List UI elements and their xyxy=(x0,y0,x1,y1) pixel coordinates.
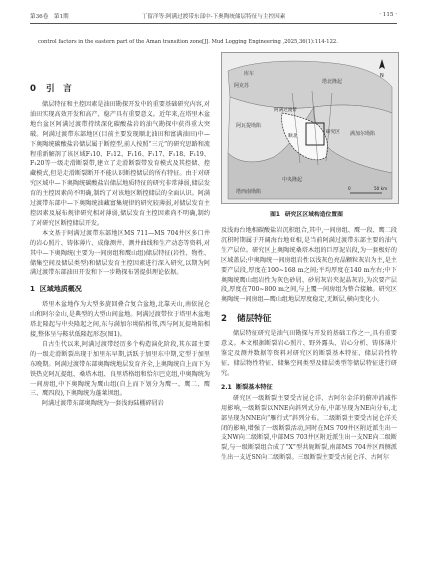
map-label-awati: 阿瓦提坳陷 xyxy=(236,123,262,129)
section-2-number: 2 xyxy=(221,314,227,325)
section-1-paragraph-2: 自古生代以来,阿满过渡带经历多个构造演化阶段,其东部主要的一级走滑断裂出现于加里东早期,活跃于加里东中期,定型于加里东晚期。阿满过渡带东部奥陶统地层发育齐全,上奥陶统自上而下为铁热克阿瓦提组、桑塔木组、良里塔格组和恰尔巴克组,中奥陶统为一间房组,中下奥陶统为鹰山组(自上而下划分为鹰一、鹰二、鹰三、鹰四段),下奥陶统为蓬莱坝组。 xyxy=(30,340,210,398)
section-0-heading xyxy=(30,82,210,94)
figure-1-caption-text: 研究区区域构造位置图 xyxy=(284,212,343,218)
map-label-tabei: 塔北隆起 xyxy=(322,79,343,85)
section-2-title: 储层特征 xyxy=(236,314,272,325)
section-0-paragraph-2: 本文基于阿满过渡带东部地区MS 711—MS 704井区多口井的岩心照片、铸体薄片、成像测井、测井曲线和生产动态等资料,对其中—下奥陶统(主要为一间房组和鹰山组)储层特征(岩性、物性、储集空间及储层类型)和储层发育主控因素进行深入研究,以期为阿满过渡带东部油田开发和下一步勘探布署提供理论依据。 xyxy=(30,229,210,277)
section-2-1-number: 2.1 xyxy=(221,383,232,391)
section-1-title: 区域地质概况 xyxy=(39,285,82,294)
scale-label-start: 0 xyxy=(348,186,351,191)
section-1-heading xyxy=(30,284,210,294)
left-column xyxy=(30,82,210,409)
figure-1-caption xyxy=(221,209,397,218)
page-number: · 115 · xyxy=(379,12,397,18)
section-1-paragraph-3: 阿满过渡带东部奥陶统为一套浅海陆棚碎屑岩 xyxy=(42,400,164,408)
section-1-continued-paragraph: 及浅海台地相碳酸盐岩沉积组合,其中,一间房组、鹰一段、鹰二段沉积时期属于开阔海台地亚相,是当前阿满过渡带东部主要的油气生产层位。研究区上奥陶统桑塔木组的巨厚泥岩段,为一套极好的区域盖层;中奥陶统一间房组岩性以浅灰色亮晶颗粒灰岩为主,是主要产层段,厚度在100~168 m之间;平均厚度在140 m左右;中下奥陶统鹰山组岩性为灰色砂屑、砂屑灰岩夹泥晶灰岩,为次要产层段,厚度在700~800 m之间,与上覆一间房组为整合接触。研究区奥陶统一间房组—鹰山组地层厚度稳定,无断层,横向变化小。 xyxy=(221,227,397,304)
header-rule xyxy=(30,23,397,24)
section-0-title: 引 言 xyxy=(45,84,72,94)
section-2-heading xyxy=(221,312,397,324)
section-2-1-heading xyxy=(221,382,397,391)
section-0-number: 0 xyxy=(30,84,36,94)
map-label-taxinan: 塔西南坳陷 xyxy=(236,189,262,195)
scale-label-end: 50 km xyxy=(374,186,388,191)
map-label-kuche: 库车 xyxy=(244,71,255,77)
figure-1-number: 图1 xyxy=(270,212,280,218)
map-label-central-uplift: 中央隆起 xyxy=(282,177,303,183)
running-title: 丁留洋等:阿满过渡带东部中-下奥陶统储层特征与主控因素 xyxy=(141,14,286,20)
map-label-study-area: 研究区 xyxy=(326,130,340,135)
regional-tectonic-map xyxy=(222,53,398,203)
section-2-1-paragraph: 研究区一级断裂主要受古昆仑洋、古阿尔金洋的俯冲消减作用影响,一级断裂以NNE向斜列式分布,中部呈现为NE向分布,北部呈现为NNE向“雁行式”斜列分布。二级断裂主要受古昆仑洋关闭的影响,增强了一级断裂活动,同时在MS 709井区附近派生出一支NW向二级断裂,中部MS 703井区附近派生出一支NE向二级断裂,与一级断裂组合成了“X”型共轭断裂,南部MS 704井区西侧派生出一支近SN向二级断裂。三级断裂主要受古昆仑洋、古阿尔 xyxy=(221,394,397,462)
journal-volume: 第36卷 第1期 xyxy=(30,14,69,20)
continued-reference: control factors in the eastern part of the Aman transition zone[J]. Mud Logging Engineering ,2025,36(1):114-122. xyxy=(38,39,338,45)
map-label-manjiaer: 满加尔坳陷 xyxy=(350,131,376,137)
figure-1-map xyxy=(221,52,399,204)
map-label-akesu: 阿克苏 xyxy=(234,83,250,89)
section-0-paragraph-1: 储层特征和主控因素是油田勘探开发中的重要基础研究内容,对油田实现高效开发和高产、稳产具有重要意义。近年来,在塔里木盆地台盆区阿满过渡带持续深化碳酸盐岩的油气勘探中获得重大突破。阿满过渡带东部地区(目前主要发现顺北油田和富满油田)中—下奥陶统碳酸盐岩储层属于断控型,前人按照“三元”的研究思路和流程重新解剖了该区域F₁10、F₁12、F₁16、F₁17、F₁18、F₁19、F₁20等一级走滑断裂带,建立了走滑断裂带发育模式及其控储、控藏模式,但是走滑断裂断开不能认识断控储层的所有特征。由于对研究区域中—下奥陶统碳酸盐岩储层地质特征的研究非常薄弱,储层发育的主控因素尚不明确,制约了对该地区断控储层的全面认识。阿满过渡带东部中—下奥陶统油藏富集规律的研究较薄弱,对储层发育主控因素及展布规律研究相对薄弱,储层发育主控因素尚不明确,制约了对研究区断控储层开发。 xyxy=(30,101,210,227)
map-label-aman: 阿满过渡带 xyxy=(274,108,297,113)
section-1-paragraph-1: 塔里木盆地作为大型多旋回叠合复合盆地,北靠天山,南依昆仑山和阿尔金山,是典型的大型山间盆地。阿满过渡带位于塔里木盆地塔北隆起与中央隆起之间,东与满加尔坳陷相邻,西与阿瓦提坳陷相接,整体呈与鞍状低隆起形态(图1)。 xyxy=(30,301,210,339)
section-1-number: 1 xyxy=(30,285,35,294)
section-2-1-title: 断裂基本特征 xyxy=(236,383,273,391)
north-label: N xyxy=(380,73,384,79)
right-column xyxy=(221,52,397,463)
map-label-shunbei: 顺北 xyxy=(288,134,298,139)
section-2-intro-paragraph: 储层特征研究是油气田勘探与开发的基础工作之一,具有重要意义。本文根据断裂岩心照片、野外露头、岩心分析、铸体薄片鉴定及测井数据等资料对研究区的断裂基本特征、储层岩性特征、储层物性特征、储集空间类型及储层类型等储层特征进行研究。 xyxy=(221,330,397,377)
